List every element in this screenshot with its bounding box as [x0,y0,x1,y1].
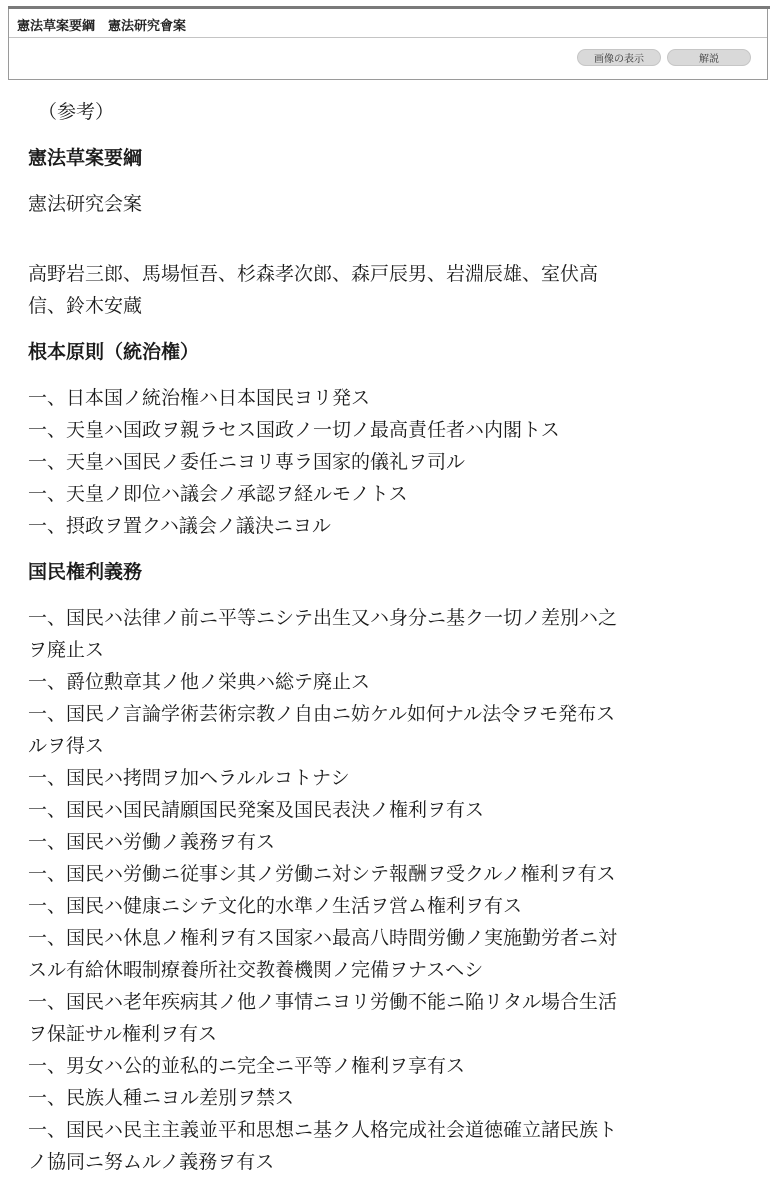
commentary-button[interactable]: 解説 [667,49,751,66]
list-item: 一、天皇ノ即位ハ議会ノ承認ヲ経ルモノトス [28,483,408,505]
list-item: 一、天皇ハ国政ヲ親ラセス国政ノ一切ノ最高責任者ハ内閣トス [28,419,560,441]
list-item: 一、国民ハ休息ノ権利ヲ有ス国家ハ最高八時間労働ノ実施勤労者ニ対スル有給休暇制療養所社交教養機関ノ完備ヲナスヘシ [28,927,618,981]
list-item: 一、国民ハ拷問ヲ加ヘラルルコトナシ [28,767,350,789]
document-title: 憲法草案要綱 [28,147,143,169]
list-item: 一、民族人種ニヨル差別ヲ禁ス [28,1087,295,1109]
list-item: 一、国民ハ老年疾病其ノ他ノ事情ニヨリ労働不能ニ陥リタル場合生活ヲ保証サル権利ヲ有ス [28,991,618,1045]
list-item: 一、国民ハ国民請願国民発案及国民表決ノ権利ヲ有ス [28,799,485,821]
list-item: 一、国民ハ健康ニシテ文化的水準ノ生活ヲ営ム権利ヲ有ス [28,895,523,917]
header-divider [9,37,767,38]
list-item: 一、日本国ノ統治権ハ日本国民ヨリ発ス [28,387,371,409]
document-group: 憲法研究会案 [28,193,143,215]
header-button-group [577,49,751,66]
show-image-button[interactable]: 画像の表示 [577,49,661,66]
section-items [28,382,628,542]
authors: 高野岩三郎、馬場恒吾、杉森孝次郎、森戸辰男、岩淵辰雄、室伏高信、鈴木安蔵 [28,263,599,317]
list-item: 一、国民ノ言論学術芸術宗教ノ自由ニ妨ケル如何ナル法令ヲモ発布スルヲ得ス [28,703,616,757]
document-body [28,96,628,1192]
list-item: 一、男女ハ公的並私的ニ完全ニ平等ノ権利ヲ享有ス [28,1055,466,1077]
section-items [28,602,628,1178]
list-item: 一、天皇ハ国民ノ委任ニヨリ専ラ国家的儀礼ヲ司ル [28,451,466,473]
header-bar [8,9,768,80]
section-heading: 国民権利義務 [28,561,143,583]
page-title: 憲法草案要綱 憲法研究會案 [17,19,187,34]
list-item: 一、爵位勲章其ノ他ノ栄典ハ総テ廃止ス [28,671,371,693]
list-item: 一、国民ハ労働ニ従事シ其ノ労働ニ対シテ報酬ヲ受クルノ権利ヲ有ス [28,863,616,885]
list-item: 一、国民ハ民主主義並平和思想ニ基ク人格完成社会道徳確立諸民族トノ協同ニ努ムルノ義務ヲ有ス [28,1119,618,1173]
list-item: 一、摂政ヲ置クハ議会ノ議決ニヨル [28,515,331,537]
list-item: 一、国民ハ法律ノ前ニ平等ニシテ出生又ハ身分ニ基ク一切ノ差別ハ之ヲ廃止ス [28,607,618,661]
reference-note: （参考） [38,101,115,123]
section-heading: 根本原則（統治権） [28,341,200,363]
list-item: 一、国民ハ労働ノ義務ヲ有ス [28,831,276,853]
